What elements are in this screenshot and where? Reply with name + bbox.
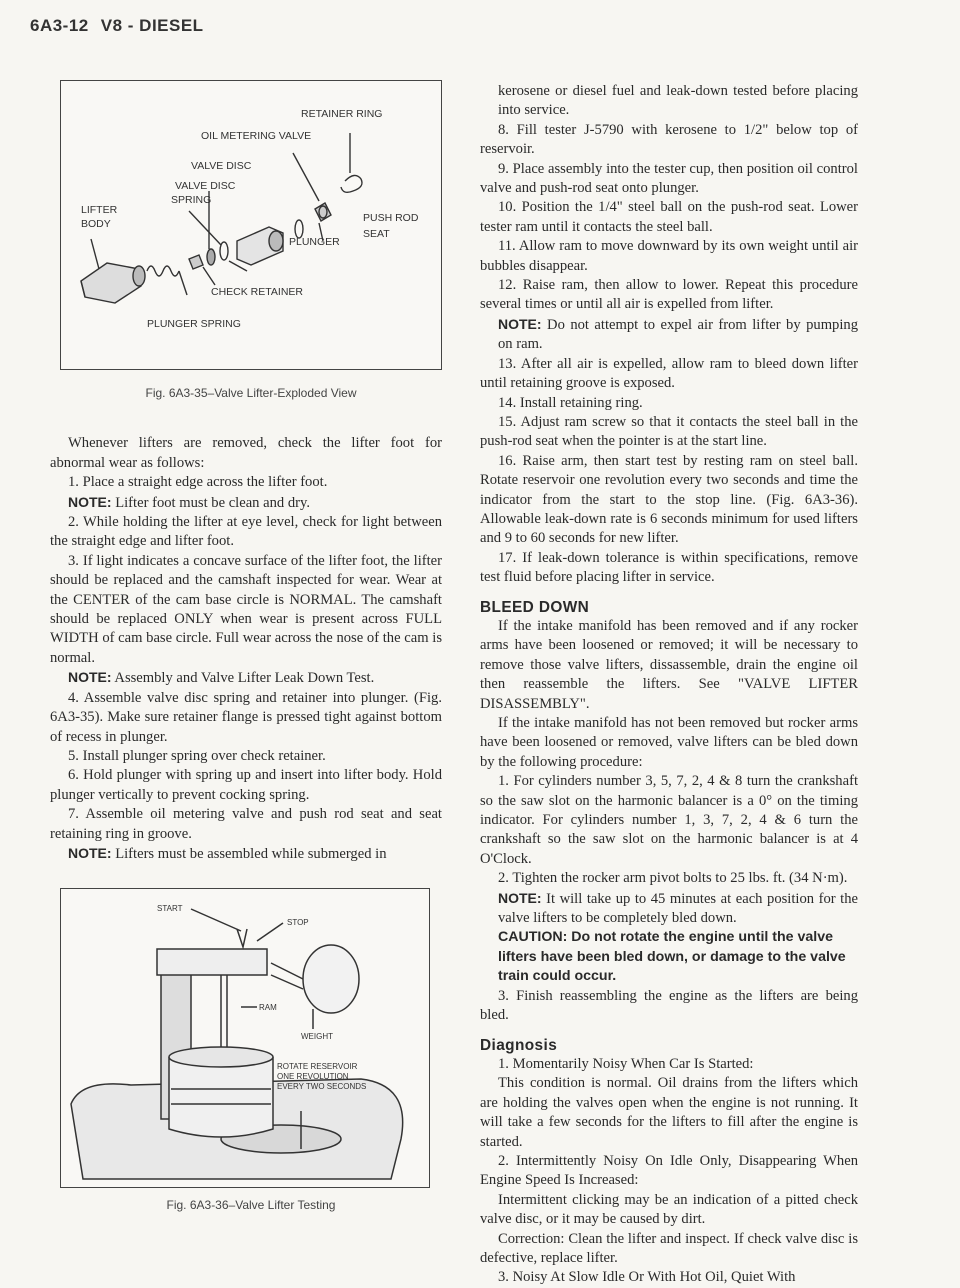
paragraph: 3. Finish reassembling the engine as the lifters are being bled.: [480, 987, 858, 1024]
lifter-testing-illustration: [61, 889, 428, 1186]
paragraph: 2. While holding the lifter at eye level, check for light between the straight edge and lifter foot.: [50, 514, 442, 550]
paragraph: 13. After all air is expelled, allow ram to bleed down lifter until retaining groove is exposed.: [480, 355, 858, 392]
label-lifter-body-1: LIFTER: [81, 204, 118, 216]
paragraph: 12. Raise ram, then allow to lower. Repeat this procedure several times or until all air is expelled from lifter.: [480, 277, 858, 313]
label-valve-disc-spring-1: VALVE DISC: [175, 180, 236, 192]
label-rotate-3: EVERY TWO SECONDS: [277, 1082, 367, 1092]
label-valve-disc: VALVE DISC: [191, 160, 252, 172]
paragraph: 3. If light indicates a concave surface of the lifter foot, the lifter should be replaced and the camshaft inspected for wear. Wear at the CENTER of the cam base circle is NORMAL. The camshaft should be replaced ONLY when wear is present across FULL WIDTH of cam base circle. Full wear across the nose of the cam is normal.: [50, 552, 442, 666]
paragraph: 7. Assemble oil metering valve and push rod seat and seat retaining ring in groove.: [50, 806, 442, 842]
note-text: Do not attempt to expel air from lifter by pumping on ram.: [498, 316, 858, 353]
label-retainer-ring: RETAINER RING: [301, 108, 383, 120]
label-push-rod-seat-1: PUSH ROD: [363, 212, 419, 224]
label-ram: RAM: [259, 1003, 277, 1013]
paragraph: 10. Position the 1/4" steel ball on the push-rod seat. Lower tester ram until it contacts the steel ball.: [480, 199, 858, 235]
paragraph: 1. Momentarily Noisy When Car Is Started:: [498, 1055, 754, 1072]
note: [50, 844, 442, 864]
note: [480, 889, 858, 929]
label-plunger: PLUNGER: [289, 236, 340, 248]
label-push-rod-seat-2: SEAT: [363, 228, 390, 240]
note-text: Lifter foot must be clean and dry.: [111, 494, 310, 511]
paragraph: 1. For cylinders number 3, 5, 7, 2, 4 & 8 turn the crankshaft so the saw slot on the harmonic balancer is a 0° on the timing indicator. For cylinders number 1, 3, 7, 2, 4 & 6 turn the crankshaft so the saw slot on the harmonic balancer is at 4 O'Clock.: [480, 773, 858, 867]
figure-exploded-view: [60, 80, 442, 370]
exploded-view-illustration: [61, 81, 440, 368]
note-label: NOTE:: [68, 493, 112, 510]
paragraph: 11. Allow ram to move downward by its own weight until air bubbles disappear.: [480, 238, 858, 274]
paragraph: 4. Assemble valve disc spring and retainer into plunger. (Fig. 6A3-35). Make sure retainer flange is pressed tight against bottom of recess in plunger.: [50, 689, 442, 745]
figure2-caption: Fig. 6A3-36–Valve Lifter Testing: [166, 1198, 336, 1213]
paragraph: 15. Adjust ram screw so that it contacts the steel ball in the push-rod seat when the pointer is at the start line.: [480, 413, 858, 450]
note: [480, 315, 858, 355]
paragraph: If the intake manifold has been removed and if any rocker arms have been loosened or removed; it will be necessary to remove those valve lifters, dissassemble, drain the engine oil then reassemble the lifters. See "VALVE LIFTER DISASSEMBLY".: [480, 617, 858, 712]
note-text: Assembly and Valve Lifter Leak Down Test.: [111, 670, 375, 687]
paragraph: 3. Noisy At Slow Idle Or With Hot Oil, Quiet With: [498, 1269, 796, 1286]
paragraph: 9. Place assembly into the tester cup, then position oil control valve and push-rod seat onto plunger.: [480, 160, 858, 197]
label-valve-disc-spring-2: SPRING: [171, 194, 212, 206]
page-header: [30, 16, 204, 36]
label-weight: WEIGHT: [301, 1032, 333, 1042]
paragraph: 17. If leak-down tolerance is within specifications, remove test fluid before placing lifter in service.: [480, 549, 858, 586]
label-plunger-spring: PLUNGER SPRING: [147, 318, 241, 330]
figure-lifter-testing: [60, 888, 430, 1188]
note-label: NOTE:: [498, 889, 542, 906]
paragraph: Correction: Clean the lifter and inspect. If check valve disc is defective, replace lifter.: [480, 1230, 858, 1266]
paragraph: This condition is normal. Oil drains from the lifters which are holding the valves open when the engine is not running. It will take a few seconds for the lifters to fill after the engine is started.: [480, 1075, 858, 1150]
label-oil-metering-valve: OIL METERING VALVE: [201, 130, 312, 142]
paragraph: 2. Intermittently Noisy On Idle Only, Disappearing When Engine Speed Is Increased:: [480, 1152, 858, 1189]
note: [50, 493, 442, 513]
paragraph: 16. Raise arm, then start test by resting ram on steel ball. Rotate reservoir one revolution every two seconds and time the indicator from the start to the stop line. (Fig. 6A3-36). Allowable leak-down rate is 6 seconds minimum for used lifters and 9 to 60 seconds for new lifter.: [480, 452, 858, 547]
section-number: 6A3-12: [30, 16, 89, 35]
paragraph: Whenever lifters are removed, check the lifter foot for abnormal wear as follows:: [50, 435, 442, 471]
chapter-title: V8 - DIESEL: [100, 16, 204, 35]
paragraph: kerosene or diesel fuel and leak-down tested before placing into service.: [498, 83, 858, 119]
label-rotate-2: ONE REVOLUTION: [277, 1072, 349, 1082]
paragraph: Intermittent clicking may be an indication of a pitted check valve disc, or it may be caused by dirt.: [480, 1191, 858, 1228]
paragraph: 14. Install retaining ring.: [498, 394, 643, 411]
paragraph: 2. Tighten the rocker arm pivot bolts to 25 lbs. ft. (34 N·m).: [498, 870, 848, 887]
paragraph: 6. Hold plunger with spring up and insert into lifter body. Hold plunger vertically to prevent cocking spring.: [50, 767, 442, 803]
note-label: NOTE:: [68, 844, 112, 861]
note-label: NOTE:: [498, 315, 542, 332]
label-check-retainer: CHECK RETAINER: [211, 286, 303, 298]
note-text: Lifters must be assembled while submerged in: [111, 845, 387, 862]
right-column: [480, 82, 858, 1288]
label-start: START: [157, 904, 183, 914]
paragraph: 5. Install plunger spring over check retainer.: [68, 747, 326, 764]
caution: CAUTION: Do not rotate the engine until the valve lifters have been bled down, or damage to the valve train could occur.: [498, 929, 846, 985]
paragraph: 8. Fill tester J-5790 with kerosene to 1/2" below top of reservoir.: [480, 121, 858, 158]
note: [50, 668, 442, 688]
note-text: It will take up to 45 minutes at each position for the valve lifters to be completely bled down.: [498, 890, 858, 927]
label-lifter-body-2: BODY: [81, 218, 111, 230]
figure1-caption: Fig. 6A3-35–Valve Lifter-Exploded View: [145, 386, 357, 400]
left-column: [50, 80, 442, 1216]
label-rotate-1: ROTATE RESERVOIR: [277, 1062, 358, 1072]
label-stop: STOP: [287, 918, 309, 928]
note-label: NOTE:: [68, 669, 112, 686]
paragraph: If the intake manifold has not been removed but rocker arms have been loosened or removed, valve lifters can be bled down by the following procedure:: [480, 715, 858, 770]
section-heading: BLEED DOWN: [480, 598, 590, 616]
paragraph: 1. Place a straight edge across the lifter foot.: [68, 474, 328, 491]
section-heading: Diagnosis: [480, 1036, 558, 1054]
